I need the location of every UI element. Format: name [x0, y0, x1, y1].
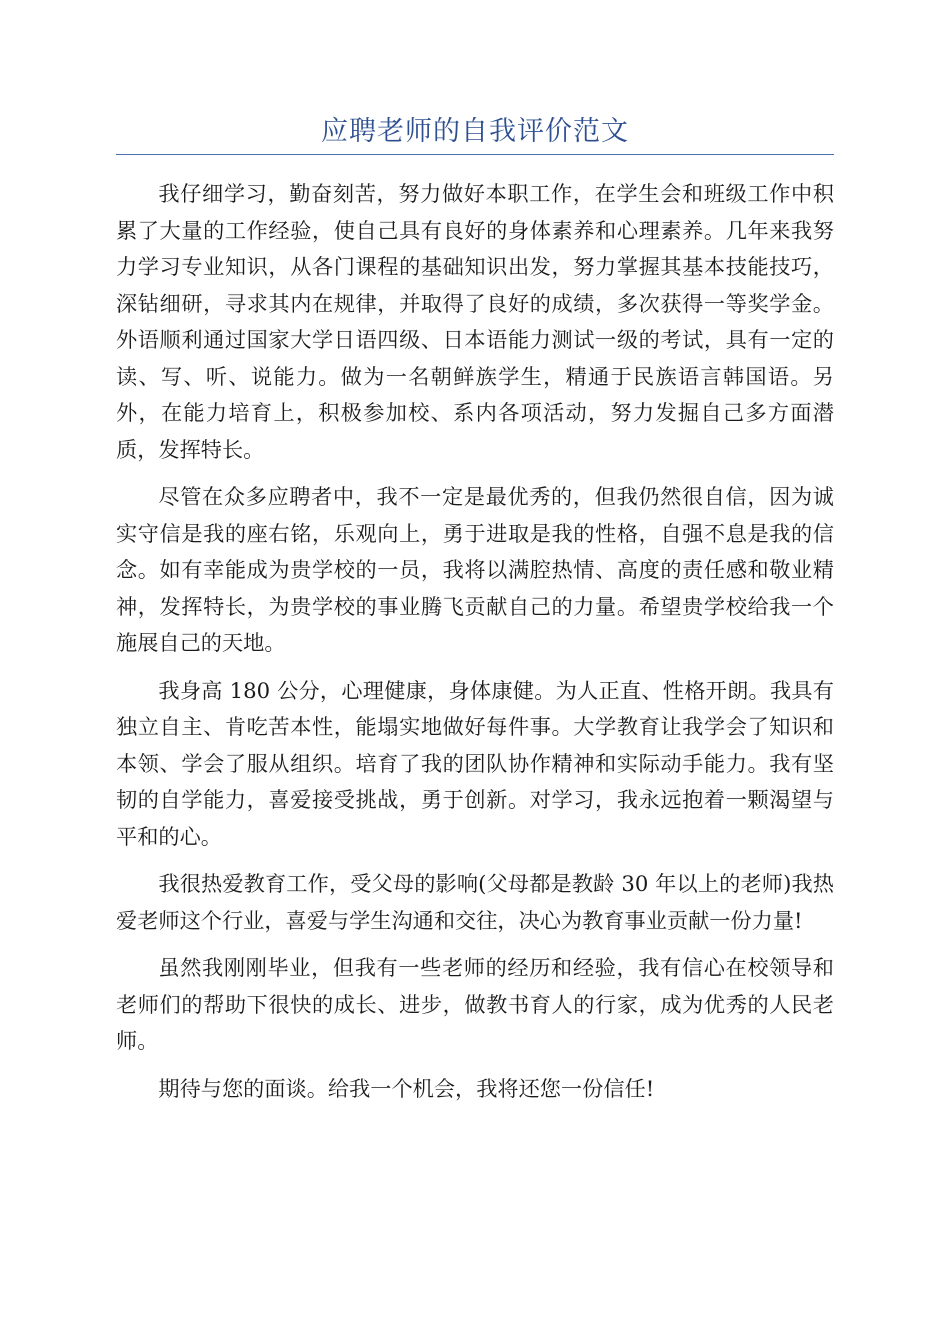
paragraph-1: 我仔细学习，勤奋刻苦，努力做好本职工作，在学生会和班级工作中积累了大量的工作经验，使自己具有良好的身体素养和心理素养。几年来我努力学习专业知识，从各门课程的基础知识出发，努力掌握其基本技能技巧，深钻细研，寻求其内在规律，并取得了良好的成绩，多次获得一等奖学金。外语顺利通过国家大学日语四级、日本语能力测试一级的考试，具有一定的读、写、听、说能力。做为一名朝鲜族学生，精通于民族语言韩国语。另外，在能力培育上，积极参加校、系内各项活动，努力发掘自己多方面潜质，发挥特长。: [116, 181, 834, 462]
paragraph-4: 我很热爱教育工作，受父母的影响(父母都是教龄 30 年以上的老师)我热爱老师这个行业，喜爱与学生沟通和交往，决心为教育事业贡献一份力量!: [116, 871, 834, 933]
document-body: [116, 176, 834, 1118]
title-underline: [116, 154, 834, 155]
paragraph-6: 期待与您的面谈。给我一个机会，我将还您一份信任!: [158, 1075, 655, 1101]
paragraph-2: 尽管在众多应聘者中，我不一定是最优秀的，但我仍然很自信，因为诚实守信是我的座右铭，乐观向上，勇于进取是我的性格，自强不息是我的信念。如有幸能成为贵学校的一员，我将以满腔热情、高度的责任感和敬业精神，发挥特长，为贵学校的事业腾飞贡献自己的力量。希望贵学校给我一个施展自己的天地。: [116, 484, 834, 655]
paragraph-5: 虽然我刚刚毕业，但我有一些老师的经历和经验，我有信心在校领导和老师们的帮助下很快的成长、进步，做教书育人的行家，成为优秀的人民老师。: [116, 955, 834, 1053]
paragraph-3: 我身高 180 公分，心理健康，身体康健。为人正直、性格开朗。我具有独立自主、肯吃苦本性，能塌实地做好每件事。大学教育让我学会了知识和本领、学会了服从组织。培育了我的团队协作精神和实际动手能力。我有坚韧的自学能力，喜爱接受挑战，勇于创新。对学习，我永远抱着一颗渴望与平和的心。: [116, 677, 834, 849]
document-title: 应聘老师的自我评价范文: [321, 116, 629, 147]
